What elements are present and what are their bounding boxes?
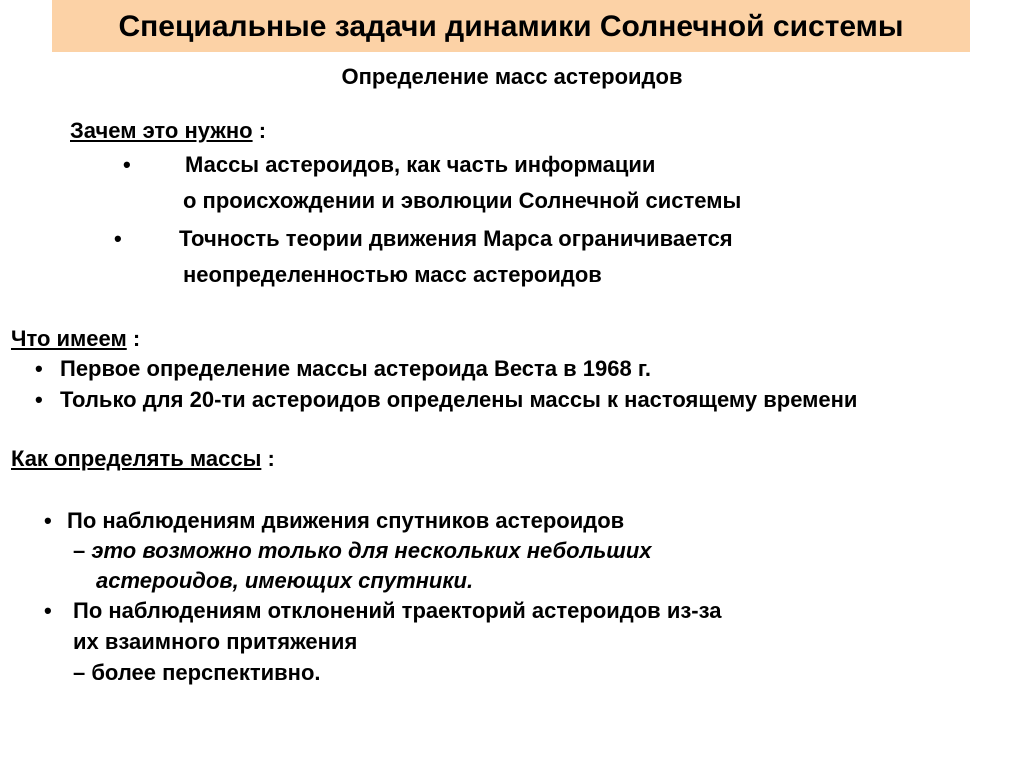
bullet-icon: • — [123, 152, 131, 177]
bullet-icon: • — [35, 387, 43, 412]
section2-colon: : — [126, 326, 141, 351]
section1-item1-line2: о происхождении и эволюции Солнечной системы — [183, 188, 742, 213]
section3-heading: Как определять массы — [11, 446, 262, 471]
section2-heading-row — [11, 326, 140, 352]
bullet-icon: • — [114, 226, 122, 251]
section3-item1-line2 — [73, 538, 652, 564]
section2-item2: Только для 20-ти астероидов определены массы к настоящему времени — [60, 387, 858, 412]
section3-item1-line1: По наблюдениям движения спутников астероидов — [67, 508, 625, 533]
section3-heading-row — [11, 446, 275, 472]
section1-heading-row — [70, 118, 266, 144]
section1-item2-line2: неопределенностью масс астероидов — [183, 262, 602, 287]
bullet-icon: • — [44, 598, 52, 623]
subtitle-text: Определение масс астероидов — [341, 64, 683, 89]
section1-heading: Зачем это нужно — [70, 118, 253, 143]
section2-item1: Первое определение массы астероида Веста в 1968 г. — [60, 356, 651, 381]
section3-item2-line1: По наблюдениям отклонений траекторий астероидов из-за — [73, 598, 722, 623]
section1-colon: : — [252, 118, 267, 143]
section3-item1-note: это возможно только для нескольких небольших — [85, 538, 652, 563]
section3-item2-line2: их взаимного притяжения — [73, 629, 358, 654]
section1-item2-line1: Точность теории движения Марса ограничивается — [179, 226, 733, 251]
section2-heading: Что имеем — [11, 326, 127, 351]
section1-item1-line1: Массы астероидов, как часть информации — [185, 152, 656, 177]
bullet-icon: • — [35, 356, 43, 381]
title-bar — [52, 0, 970, 52]
section3-item1-line3: астероидов, имеющих спутники. — [96, 568, 474, 593]
section3-colon: : — [261, 446, 275, 471]
bullet-icon: • — [44, 508, 52, 533]
page-subtitle — [0, 64, 1024, 90]
page-title: Специальные задачи динамики Солнечной системы — [118, 10, 904, 43]
dash: – — [73, 538, 86, 563]
section3-item2-line3: – более перспективно. — [73, 660, 321, 685]
